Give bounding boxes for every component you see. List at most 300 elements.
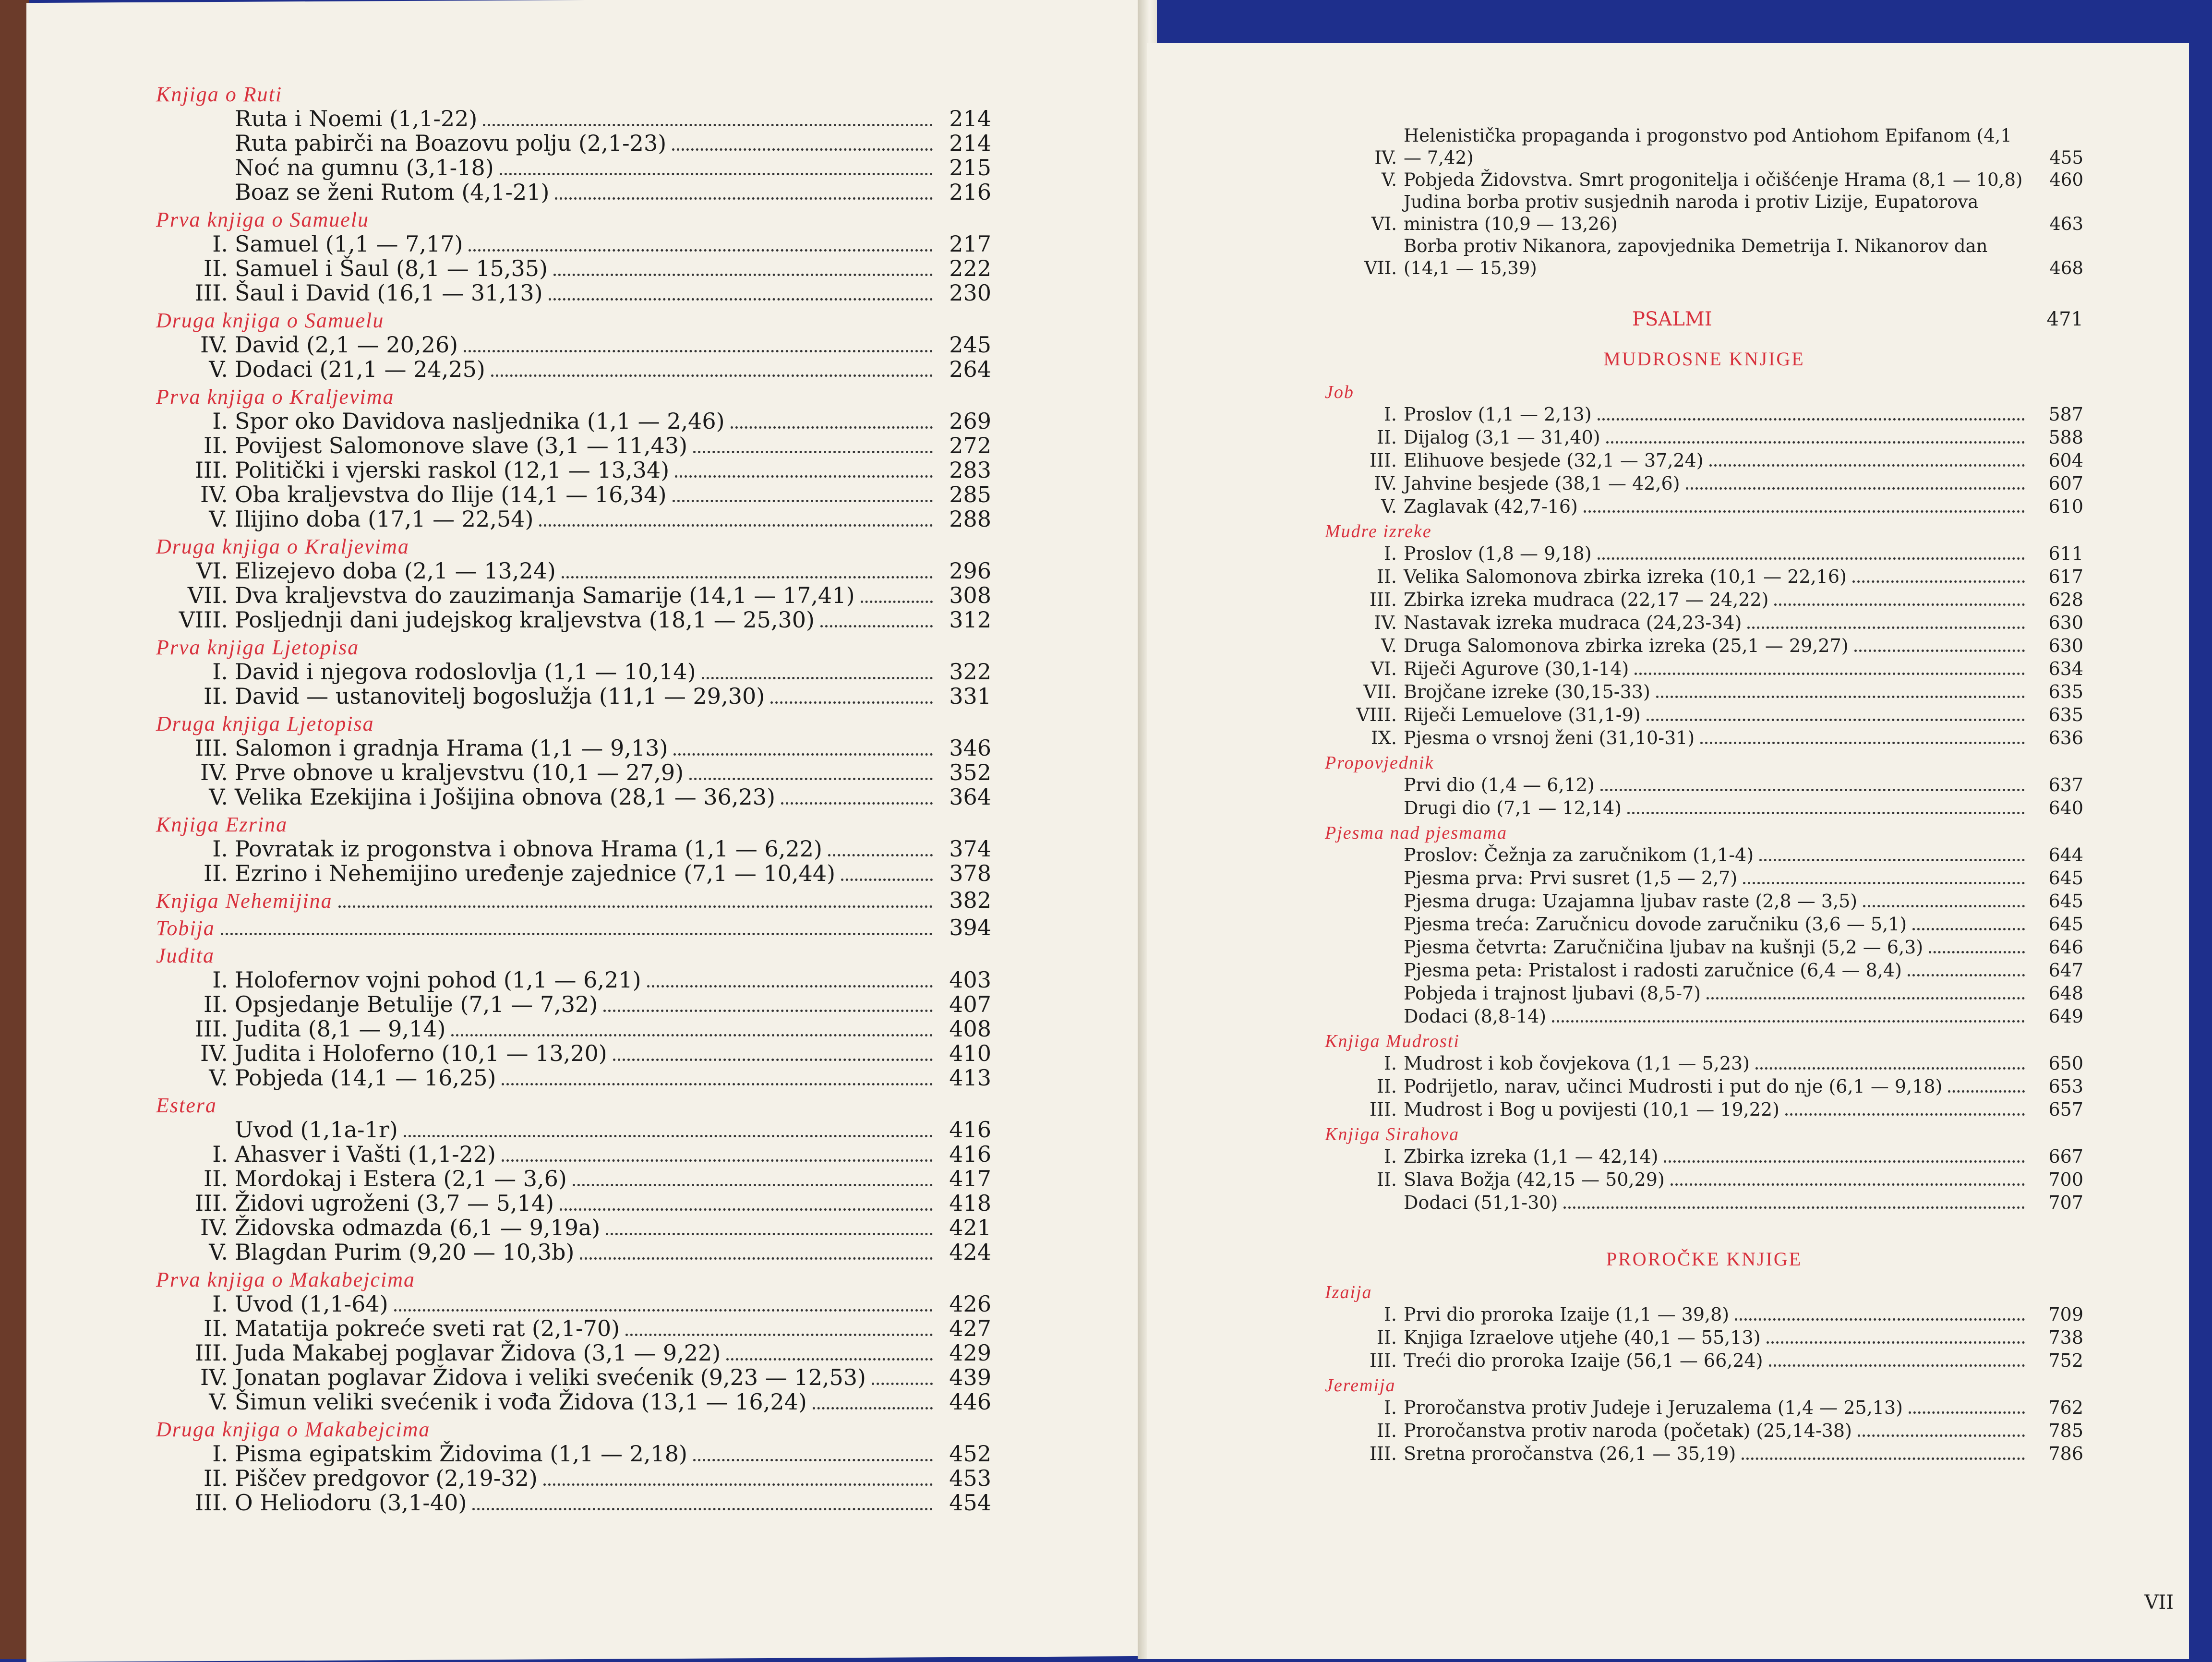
toc-entry — [1325, 611, 2083, 634]
entry-title: Šimun veliki svećenik i vođa Židova (13,1 — 16,24) — [235, 1389, 807, 1415]
toc-entry — [1325, 235, 2083, 279]
dot-leader — [828, 854, 933, 856]
dot-leader — [673, 500, 933, 502]
dot-leader — [1769, 1364, 2025, 1367]
entry-title: Podrijetlo, narav, učinci Mudrosti i put do nje (6,1 — 9,18) — [1404, 1076, 1943, 1097]
entry-title: Velika Ezekijina i Jošijina obnova (28,1 — 36,23) — [235, 784, 776, 810]
entry-title: Riječi Lemuelove (31,1-9) — [1404, 704, 1641, 725]
entry-title: Borba protiv Nikanora, zapovjednika Demetrija I. Nikanorov dan (14,1 — 15,39) — [1404, 236, 1988, 278]
entry-numeral: IV. — [1374, 612, 1397, 633]
entry-title: Matatija pokreće sveti rat (2,1-70) — [235, 1315, 620, 1341]
dot-leader — [770, 701, 933, 704]
toc-entry — [156, 992, 991, 1017]
entry-title: Prvi dio proroka Izaije (1,1 — 39,8) — [1404, 1304, 1730, 1325]
entry-title: Judina borba protiv susjednih naroda i protiv Lizije, Eupatorova ministra (10,9 — 13,26) — [1404, 192, 1979, 234]
entry-title: Politički i vjerski raskol (12,1 — 13,34) — [235, 457, 670, 483]
dot-leader — [672, 148, 933, 151]
toc-entry — [1325, 982, 2083, 1005]
toc-entry — [1325, 703, 2083, 726]
mudrosne-heading: MUDROSNE KNJIGE — [1603, 348, 1805, 370]
entry-title: Druga Salomonova zbirka izreka (25,1 — 29,27) — [1404, 635, 1849, 656]
page-number: 630 — [2048, 612, 2083, 633]
toc-entry — [1325, 1303, 2083, 1326]
page-number: 410 — [949, 1040, 991, 1066]
toc-entry — [1325, 1168, 2083, 1191]
dot-leader — [464, 350, 933, 352]
entry-numeral: V. — [209, 356, 228, 382]
toc-entry — [156, 1466, 991, 1491]
entry-title: Zaglavak (42,7-16) — [1404, 496, 1578, 517]
entry-title: Posljednji dani judejskog kraljevstva (18,1 — 25,30) — [235, 607, 815, 633]
entry-numeral: III. — [194, 280, 228, 306]
psalmi-page: 471 — [2046, 308, 2083, 330]
section-title: Mudre izreke — [1325, 521, 1432, 542]
entry-numeral: III. — [1369, 1443, 1397, 1464]
page-number: 331 — [949, 683, 991, 709]
dot-leader — [1552, 1020, 2025, 1023]
dot-leader — [603, 1010, 933, 1012]
page-number: 413 — [949, 1065, 991, 1091]
entry-numeral: VII. — [1364, 258, 1397, 278]
entry-title: Židovi ugroženi (3,7 — 5,14) — [235, 1190, 554, 1216]
dot-leader — [1912, 928, 2025, 930]
entry-numeral: I. — [1383, 543, 1397, 564]
toc-entry — [156, 1240, 991, 1265]
page-number: 407 — [949, 991, 991, 1017]
psalmi-entry — [1325, 308, 2083, 330]
page-number: 645 — [2048, 891, 2083, 912]
toc-entry — [156, 357, 991, 382]
page-number: 288 — [949, 506, 991, 532]
section-title: Prva knjiga o Makabejcima — [156, 1268, 415, 1291]
toc-entry — [156, 409, 991, 434]
page-number: 786 — [2048, 1443, 2083, 1464]
dot-leader — [1686, 487, 2025, 490]
dot-leader — [573, 1184, 933, 1186]
dot-leader — [647, 985, 933, 988]
toc-entry — [156, 256, 991, 281]
dot-leader — [451, 1034, 933, 1036]
toc-entry — [1325, 542, 2083, 565]
page-number: 587 — [2048, 404, 2083, 425]
dot-leader — [813, 1407, 933, 1409]
page-number: 364 — [949, 784, 991, 810]
entry-numeral: I. — [212, 1441, 228, 1467]
toc-entry — [156, 482, 991, 507]
page-number: 611 — [2048, 543, 2083, 564]
entry-title: Judita (8,1 — 9,14) — [235, 1016, 446, 1042]
entry-title: Brojčane izreke (30,15-33) — [1404, 681, 1650, 702]
toc-entry — [156, 1216, 991, 1240]
dot-leader — [1908, 974, 2025, 976]
section-title: Druga knjiga Ljetopisa — [156, 712, 374, 735]
entry-numeral: II. — [204, 255, 228, 281]
toc-entry — [156, 232, 991, 256]
entry-title: Dodaci (21,1 — 24,25) — [235, 356, 485, 382]
dot-leader — [539, 524, 933, 527]
section-title: Judita — [156, 944, 215, 967]
page-number: 214 — [949, 130, 991, 156]
page-number: 214 — [949, 106, 991, 132]
entry-numeral: II. — [204, 683, 228, 709]
entry-title: Proslov: Čežnja za zaručnikom (1,1-4) — [1404, 844, 1754, 866]
entry-title: Noć na gumnu (3,1-18) — [235, 155, 494, 181]
dot-leader — [502, 1083, 933, 1085]
entry-numeral: II. — [1376, 1420, 1397, 1441]
dot-leader — [693, 451, 933, 453]
entry-title: Dijalog (3,1 — 31,40) — [1404, 427, 1600, 448]
section-title: Knjiga Mudrosti — [1325, 1031, 1460, 1051]
entry-title: Jahvine besjede (38,1 — 42,6) — [1404, 473, 1680, 494]
page-number: 667 — [2048, 1146, 2083, 1167]
toc-entry — [156, 1041, 991, 1066]
dot-leader — [689, 778, 933, 780]
toc-entry — [1325, 565, 2083, 588]
page-folio: VII — [2144, 1591, 2174, 1614]
toc-entry — [156, 583, 991, 608]
dot-leader — [841, 879, 933, 881]
toc-entry — [1325, 1442, 2083, 1465]
entry-title: Pobjeda i trajnost ljubavi (8,5-7) — [1404, 983, 1701, 1004]
entry-numeral: IV. — [200, 1040, 228, 1066]
page-number: 617 — [2048, 566, 2083, 587]
section-title: Pjesma nad pjesmama — [1325, 823, 1507, 843]
toc-entry — [156, 559, 991, 583]
entry-numeral: VI. — [1370, 658, 1397, 679]
page-number: 653 — [2048, 1076, 2083, 1097]
entry-numeral: I. — [212, 836, 228, 862]
toc-entry — [1325, 773, 2083, 796]
toc-entry — [1325, 843, 2083, 867]
dot-leader — [693, 1459, 933, 1461]
page-number: 649 — [2048, 1006, 2083, 1027]
toc-entry — [1325, 472, 2083, 495]
entry-numeral: V. — [209, 1389, 228, 1415]
entry-numeral: II. — [1376, 566, 1397, 587]
toc-entry — [156, 785, 991, 809]
entry-title: Blagdan Purim (9,20 — 10,3b) — [235, 1239, 575, 1265]
entry-numeral: II. — [204, 860, 228, 886]
entry-numeral: I. — [1383, 1053, 1397, 1074]
dot-leader — [1598, 418, 2025, 421]
entry-numeral: V. — [209, 784, 228, 810]
dot-leader — [549, 298, 933, 301]
prophetic-books — [1325, 1282, 2083, 1465]
toc-entry — [1325, 680, 2083, 703]
page-number: 308 — [949, 582, 991, 608]
toc-entry — [1325, 1349, 2083, 1372]
entry-title: Treći dio proroka Izaije (56,1 — 66,24) — [1404, 1350, 1763, 1371]
section-title: Prva knjiga Ljetopisa — [156, 636, 360, 659]
toc-entry — [1325, 1145, 2083, 1168]
entry-title: Ezrino i Nehemijino uređenje zajednice (7,1 — 10,44) — [235, 860, 836, 886]
entry-title: Ahasver i Vašti (1,1-22) — [235, 1141, 496, 1167]
prorocke-heading: PROROČKE KNJIGE — [1606, 1248, 1803, 1270]
entry-title: Holofernov vojni pohod (1,1 — 6,21) — [235, 967, 641, 993]
dot-leader — [820, 625, 933, 627]
page-number: 378 — [949, 860, 991, 886]
entry-numeral: III. — [194, 457, 228, 483]
toc-entry — [156, 861, 991, 886]
entry-numeral: I. — [212, 1141, 228, 1167]
page-number: 217 — [949, 231, 991, 257]
toc-entry — [156, 1066, 991, 1090]
entry-title: Mordokaj i Estera (2,1 — 3,6) — [235, 1166, 567, 1192]
entry-numeral: I. — [1383, 1146, 1397, 1167]
entry-numeral: II. — [1376, 427, 1397, 448]
page-number: 460 — [2049, 169, 2083, 190]
page-number: 296 — [949, 558, 991, 584]
dot-leader — [1785, 1113, 2025, 1116]
dot-leader — [1742, 1457, 2025, 1460]
page-number: 216 — [949, 179, 991, 205]
section-title: Knjiga o Ruti — [156, 83, 283, 106]
toc-entry — [1325, 726, 2083, 749]
dot-leader — [1948, 1090, 2025, 1093]
entry-numeral: III. — [1369, 589, 1397, 610]
psalmi-label: PSALMI — [1632, 308, 1712, 330]
entry-numeral: IV. — [1374, 147, 1397, 168]
toc-entry — [156, 837, 991, 861]
entry-numeral: II. — [204, 1315, 228, 1341]
entry-numeral: VI. — [1371, 214, 1397, 234]
page-number: 709 — [2048, 1304, 2083, 1325]
section-title: Prva knjiga o Kraljevima — [156, 385, 395, 409]
entry-numeral: IV. — [200, 1215, 228, 1240]
toc-entry — [1325, 1191, 2083, 1214]
entry-title: David i njegova rodoslovlja (1,1 — 10,14) — [235, 659, 696, 685]
section-title: Tobija — [156, 916, 215, 940]
dot-leader — [1600, 789, 2025, 791]
dot-leader — [861, 601, 933, 603]
toc-entry — [156, 1316, 991, 1341]
entry-numeral: V. — [1381, 169, 1397, 190]
toc-entry — [156, 1365, 991, 1390]
toc-entry — [156, 1442, 991, 1466]
dot-leader — [491, 374, 933, 377]
toc-entry — [156, 1118, 991, 1142]
dot-leader — [606, 1233, 933, 1235]
toc-entry — [156, 1191, 991, 1216]
toc-entry — [156, 434, 991, 458]
dot-leader — [625, 1334, 933, 1336]
entry-numeral: III. — [194, 1190, 228, 1216]
toc-entry — [156, 1292, 991, 1316]
toc-entry — [1325, 191, 2083, 235]
dot-leader — [1747, 626, 2025, 629]
entry-numeral: III. — [194, 735, 228, 761]
entry-numeral: IV. — [200, 1364, 228, 1390]
dot-leader — [673, 753, 933, 756]
entry-title: Pobjeda (14,1 — 16,25) — [235, 1065, 496, 1091]
dot-leader — [1664, 1160, 2025, 1163]
page-number: 610 — [2048, 496, 2083, 517]
toc-entry — [1325, 588, 2083, 611]
section-title: Prva knjiga o Samuelu — [156, 208, 370, 231]
entry-title: Elihuove besjede (32,1 — 37,24) — [1404, 450, 1704, 471]
toc-entry — [1325, 403, 2083, 426]
dot-leader — [394, 1309, 933, 1312]
dot-leader — [1647, 719, 2025, 721]
entry-numeral: II. — [1376, 1169, 1397, 1190]
page-number: 637 — [2048, 774, 2083, 795]
dot-leader — [1700, 742, 2025, 744]
toc-entry — [156, 156, 991, 180]
entry-numeral: I. — [212, 659, 228, 685]
entry-numeral: V. — [1381, 635, 1397, 656]
page-number: 640 — [2048, 797, 2083, 819]
dot-leader — [500, 173, 933, 175]
entry-title: Šaul i David (16,1 — 31,13) — [235, 280, 543, 306]
toc-entry — [1325, 634, 2083, 657]
entry-title: Prvi dio (1,4 — 6,12) — [1404, 774, 1595, 795]
toc-entry — [1325, 1098, 2083, 1121]
entry-numeral: IV. — [200, 332, 228, 358]
page-number: 646 — [2048, 937, 2083, 958]
entry-title: Drugi dio (7,1 — 12,14) — [1404, 797, 1622, 819]
entry-numeral: II. — [204, 991, 228, 1017]
entry-title: Dodaci (51,1-30) — [1404, 1192, 1558, 1213]
entry-title: O Heliodoru (3,1-40) — [235, 1490, 467, 1516]
dot-leader — [543, 1483, 933, 1486]
entry-title: Jonatan poglavar Židova i veliki svećenik (9,23 — 12,53) — [235, 1364, 866, 1390]
page-number: 645 — [2048, 867, 2083, 889]
entry-numeral: II. — [1376, 1076, 1397, 1097]
toc-entry — [156, 660, 991, 684]
dot-leader — [1584, 510, 2025, 513]
entry-title: David (2,1 — 20,26) — [235, 332, 458, 358]
entry-title: Pisma egipatskim Židovima (1,1 — 2,18) — [235, 1441, 687, 1467]
dot-leader — [1709, 464, 2025, 467]
toc-entry — [156, 1142, 991, 1167]
page-number: 650 — [2048, 1053, 2083, 1074]
section-title: Propovjednik — [1325, 753, 1434, 773]
dot-leader — [1635, 673, 2025, 675]
dot-leader — [1909, 1411, 2025, 1414]
page-number: 453 — [949, 1465, 991, 1491]
dot-leader — [1774, 603, 2025, 606]
entry-title: Mudrost i Bog u povijesti (10,1 — 19,22) — [1404, 1099, 1779, 1120]
dot-leader — [221, 933, 933, 935]
entry-numeral: II. — [204, 1465, 228, 1491]
entry-title: Pjesma o vrsnoj ženi (31,10-31) — [1404, 727, 1695, 748]
toc-entry — [156, 1390, 991, 1414]
entry-title: Zbirka izreka (1,1 — 42,14) — [1404, 1146, 1659, 1167]
page-number: 648 — [2048, 983, 2083, 1004]
page-number: 283 — [949, 457, 991, 483]
entry-numeral: IV. — [200, 759, 228, 785]
entry-title: Uvod (1,1-64) — [235, 1291, 388, 1317]
toc-entry — [156, 684, 991, 709]
entry-title: Ruta pabirči na Boazovu polju (2,1-23) — [235, 130, 667, 156]
entry-numeral: IV. — [200, 482, 228, 507]
entry-title: Juda Makabej poglavar Židova (3,1 — 9,22) — [235, 1340, 721, 1366]
entry-title: Velika Salomonova zbirka izreka (10,1 — 22,16) — [1404, 566, 1847, 587]
page-number: 644 — [2048, 844, 2083, 866]
dot-leader — [781, 802, 933, 805]
entry-title: Pjesma treća: Zaručnicu dovode zaručniku (3,6 — 5,1) — [1404, 914, 1907, 935]
section-title: Knjiga Nehemijina — [156, 889, 333, 913]
dot-leader — [613, 1059, 933, 1061]
dot-leader — [338, 905, 933, 908]
dot-leader — [1852, 580, 2025, 583]
entry-title: Proročanstva protiv naroda (početak) (25,14-38) — [1404, 1420, 1852, 1441]
dot-leader — [560, 1208, 933, 1211]
entry-title: Helenistička propaganda i progonstvo pod Antiohom Epifanom (4,1 — 7,42) — [1404, 125, 2012, 168]
entry-numeral: VIII. — [1356, 704, 1397, 725]
page-number: 439 — [949, 1364, 991, 1390]
dot-leader — [1743, 882, 2025, 884]
continued-entries — [1325, 125, 2083, 279]
entry-title: Salomon i gradnja Hrama (1,1 — 9,13) — [235, 735, 668, 761]
entry-title: Židovska odmazda (6,1 — 9,19a) — [235, 1215, 601, 1240]
dot-leader — [1656, 696, 2025, 698]
dot-leader — [1755, 1067, 2025, 1070]
toc-entry — [1325, 1419, 2083, 1442]
page-number: 416 — [949, 1117, 991, 1143]
entry-title: Judita i Holoferno (10,1 — 13,20) — [235, 1040, 607, 1066]
toc-entry — [1325, 1326, 2083, 1349]
page-number: 630 — [2048, 635, 2083, 656]
entry-title: Slava Božja (42,15 — 50,29) — [1404, 1169, 1665, 1190]
page-number: 416 — [949, 1141, 991, 1167]
page-number: 264 — [949, 356, 991, 382]
page-number: 700 — [2048, 1169, 2083, 1190]
page-number: 429 — [949, 1340, 991, 1366]
toc-entry — [1325, 449, 2083, 472]
entry-title: Dva kraljevstva do zauzimanja Samarije (14,1 — 17,41) — [235, 582, 855, 608]
entry-numeral: III. — [1369, 450, 1397, 471]
page-number: 408 — [949, 1016, 991, 1042]
dot-leader — [726, 1358, 933, 1361]
page-number: 588 — [2048, 427, 2083, 448]
page-number: 272 — [949, 433, 991, 458]
entry-numeral: III. — [194, 1016, 228, 1042]
section-title: Knjiga Ezrina — [156, 813, 288, 836]
entry-title: Spor oko Davidova nasljednika (1,1 — 2,46) — [235, 408, 725, 434]
entry-title: Proslov (1,1 — 2,13) — [1404, 404, 1592, 425]
page-number: 285 — [949, 482, 991, 507]
toc-entry — [1325, 169, 2083, 191]
toc-entry — [1325, 1075, 2083, 1098]
entry-title: Zbirka izreka mudraca (22,17 — 24,22) — [1404, 589, 1769, 610]
section-title: Job — [1325, 382, 1354, 402]
page-number: 634 — [2048, 658, 2083, 679]
section-title: Jeremija — [1325, 1375, 1396, 1396]
entry-title: Riječi Agurove (30,1-14) — [1404, 658, 1629, 679]
page-number: 421 — [949, 1215, 991, 1240]
dot-leader — [872, 1383, 933, 1385]
entry-title: Proročanstva protiv Judeje i Jeruzalema (1,4 — 25,13) — [1404, 1397, 1903, 1418]
page-number: 635 — [2048, 704, 2083, 725]
entry-title: Prve obnove u kraljevstvu (10,1 — 27,9) — [235, 759, 684, 785]
toc-entry — [156, 131, 991, 156]
toc-entry — [156, 736, 991, 760]
dot-leader — [1671, 1183, 2025, 1186]
section-title: Druga knjiga o Makabejcima — [156, 1418, 431, 1441]
toc-entry — [156, 1167, 991, 1191]
page-number: 455 — [2049, 147, 2083, 168]
dot-leader — [1929, 951, 2025, 953]
page-number: 463 — [2049, 214, 2083, 234]
background-cloth — [0, 0, 29, 1659]
entry-numeral: III. — [194, 1490, 228, 1516]
dot-leader — [1735, 1318, 2025, 1321]
page-number: 382 — [949, 887, 991, 913]
page-number: 752 — [2048, 1350, 2083, 1371]
entry-numeral: V. — [209, 1065, 228, 1091]
entry-title: Samuel (1,1 — 7,17) — [235, 231, 463, 257]
